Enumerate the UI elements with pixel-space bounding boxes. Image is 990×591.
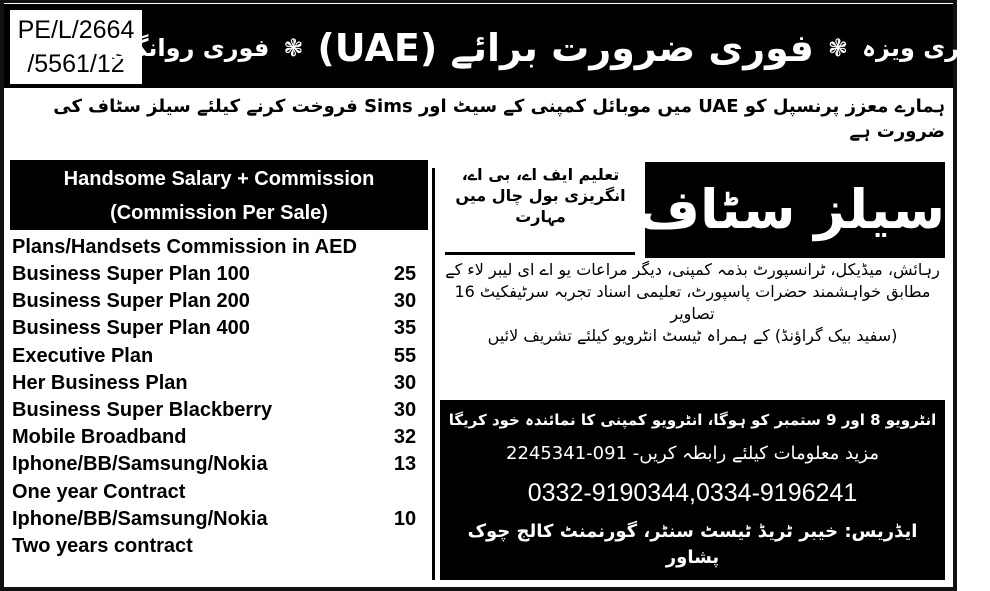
phone-numbers: 0332-9190344,0334-9196241: [527, 479, 858, 507]
divider: [445, 252, 635, 255]
table-row: [12, 506, 430, 533]
plan-name: One year Contract: [12, 480, 186, 503]
commission-value: 13: [393, 453, 417, 476]
plan-name: Business Super Plan 400: [12, 317, 250, 340]
table-header: Plans/Handsets Commission in AED: [12, 236, 357, 258]
commission-value: 35: [393, 317, 417, 340]
plan-name: Iphone/BB/Samsung/Nokia: [12, 453, 268, 476]
reference-line-2: /5561/12: [27, 50, 125, 78]
education-line-2: انگریزی بول چال میں مہارت: [455, 186, 626, 226]
divider: [432, 168, 435, 580]
education-requirements: [438, 164, 643, 227]
plan-name: Mobile Broadband: [12, 426, 187, 449]
table-row: [12, 261, 430, 288]
salary-line-2: (Commission Per Sale): [110, 202, 328, 224]
address: ایڈریس: خیبر ٹریڈ ٹیسٹ سنٹر، گورنمنٹ کالج چوک پشاور: [467, 521, 918, 568]
plan-name: Two years contract: [12, 534, 193, 557]
benefits-line-3: (سفید بیک گراؤنڈ) کے ہمراہ ٹیسٹ انٹرویو کیلئے تشریف لائیں: [487, 326, 898, 345]
contact-info: مزید معلومات کیلئے رابطہ کریں- 091-2245341: [506, 443, 879, 464]
commission-value: [380, 533, 430, 560]
commission-value: [380, 479, 430, 506]
table-row: [12, 533, 430, 560]
table-row: [12, 315, 430, 342]
commission-value: 30: [393, 371, 417, 394]
plan-name: Business Super Plan 200: [12, 290, 250, 313]
commission-value: 32: [393, 426, 417, 449]
benefits-line-1: رہائش، میڈیکل، ٹرانسپورٹ بذمہ کمپنی، دیگر مراعات یو اے ای لیبر لاء کے: [445, 260, 940, 279]
ornament-icon: ❃: [827, 34, 848, 62]
table-row: [12, 370, 430, 397]
position-title: سیلز سٹاف: [645, 162, 945, 258]
plan-name: Business Super Blackberry: [12, 398, 273, 421]
plan-name: Iphone/BB/Samsung/Nokia: [12, 507, 268, 530]
interview-dates: انٹرویو 8 اور 9 ستمبر کو ہوگا، انٹرویو کمپنی کا نمائندہ خود کریگا: [448, 411, 937, 429]
table-row: [12, 288, 430, 315]
table-row: [12, 451, 430, 478]
commission-value: 10: [393, 507, 417, 530]
table-row: [12, 424, 430, 451]
plan-name: Business Super Plan 100: [12, 263, 250, 285]
commission-value: 55: [393, 344, 417, 367]
contact-box: [440, 400, 945, 580]
plan-name: Her Business Plan: [12, 371, 188, 394]
benefits-line-2: مطابق خواہشمند حضرات پاسپورٹ، تعلیمی اسناد تجربہ سرٹیفکیٹ 16 تصاویر: [454, 282, 931, 323]
intro-text: ہمارے معزز پرنسپل کو UAE میں موبائل کمپنی کے سیٹ اور Sims فروخت کرنے کیلئے سیلز سٹاف کی ضرورت ہے: [53, 96, 945, 142]
salary-line-1: Handsome Salary + Commission: [63, 168, 375, 190]
education-line-1: تعلیم ایف اے، بی اے،: [461, 165, 620, 184]
tag-visa: فوری ویزہ: [861, 34, 990, 62]
commission-table: [12, 233, 430, 560]
commission-value: 30: [393, 290, 417, 313]
commission-value: 25: [393, 263, 417, 285]
salary-box: [10, 160, 428, 230]
reference-line-1: PE/L/2664: [17, 16, 135, 44]
main-title: فوری ضرورت برائے (UAE): [317, 26, 814, 70]
benefits-text: [440, 259, 945, 347]
plan-name: Executive Plan: [12, 344, 154, 367]
tag-departure: فوری روانگی: [110, 34, 270, 62]
commission-value: 30: [393, 398, 417, 421]
table-row: [12, 343, 430, 370]
ornament-icon: ❃: [283, 34, 304, 62]
table-row: [12, 397, 430, 424]
table-row: [12, 479, 430, 506]
headline: [110, 8, 990, 88]
